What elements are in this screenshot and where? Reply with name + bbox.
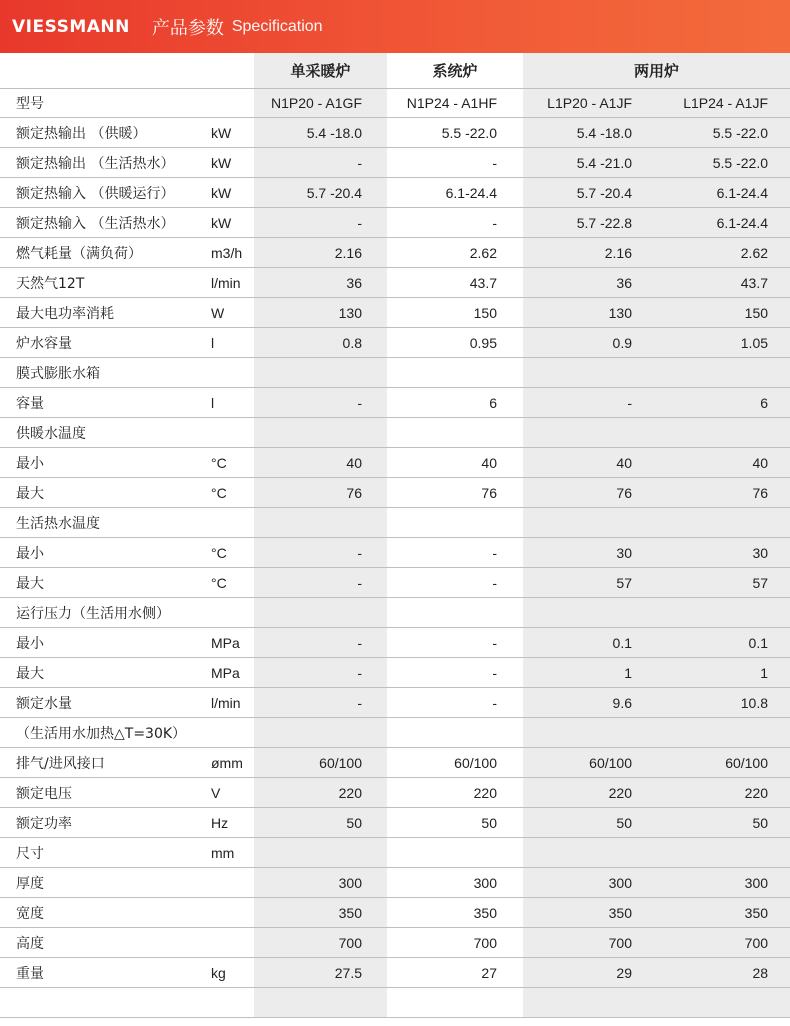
row-value: 350 <box>254 898 387 928</box>
row-unit <box>205 718 254 748</box>
row-label: 最大电功率消耗 <box>0 298 205 328</box>
row-value: 130 <box>523 298 657 328</box>
page-header <box>0 0 790 53</box>
table-row <box>0 328 790 358</box>
row-value: 6 <box>387 388 523 418</box>
row-unit: kW <box>205 118 254 148</box>
row-value: 6.1-24.4 <box>657 208 790 238</box>
row-value: 76 <box>523 478 657 508</box>
row-value: 30 <box>523 538 657 568</box>
row-value: 150 <box>387 298 523 328</box>
row-unit <box>205 358 254 388</box>
row-label: 宽度 <box>0 898 205 928</box>
row-unit: °C <box>205 478 254 508</box>
row-value: 700 <box>523 928 657 958</box>
row-label: 容量 <box>0 388 205 418</box>
row-value: - <box>387 688 523 718</box>
group-single-heating: 单采暖炉 <box>254 53 387 89</box>
row-value: 150 <box>657 298 790 328</box>
row-value: 5.5 -22.0 <box>387 118 523 148</box>
row-label: 最大 <box>0 478 205 508</box>
row-value: 5.4 -18.0 <box>523 118 657 148</box>
row-value <box>254 358 387 388</box>
table-row <box>0 268 790 298</box>
table-row <box>0 298 790 328</box>
row-value <box>657 838 790 868</box>
row-unit: m3/h <box>205 238 254 268</box>
row-value: 0.1 <box>657 628 790 658</box>
row-unit <box>205 988 254 1018</box>
row-label: 尺寸 <box>0 838 205 868</box>
table-row <box>0 778 790 808</box>
row-value: - <box>387 658 523 688</box>
table-row <box>0 808 790 838</box>
row-value: 5.7 -22.8 <box>523 208 657 238</box>
row-value: 43.7 <box>657 268 790 298</box>
row-label: 高度 <box>0 928 205 958</box>
row-value: 40 <box>387 448 523 478</box>
model-value: N1P24 - A1HF <box>387 89 523 118</box>
row-label: 最大 <box>0 568 205 598</box>
table-row <box>0 688 790 718</box>
row-unit: l <box>205 388 254 418</box>
row-value: 300 <box>254 868 387 898</box>
row-unit: kg <box>205 958 254 988</box>
row-value: 350 <box>387 898 523 928</box>
table-row <box>0 178 790 208</box>
row-value <box>523 718 657 748</box>
model-label: 型号 <box>0 89 205 118</box>
row-unit <box>205 598 254 628</box>
row-label: 最大 <box>0 658 205 688</box>
row-value: 57 <box>523 568 657 598</box>
row-value: 60/100 <box>387 748 523 778</box>
row-value: 0.95 <box>387 328 523 358</box>
row-value <box>657 718 790 748</box>
row-unit: °C <box>205 568 254 598</box>
row-value: 2.16 <box>523 238 657 268</box>
row-value <box>523 418 657 448</box>
row-value <box>657 508 790 538</box>
row-unit: l/min <box>205 268 254 298</box>
row-unit: W <box>205 298 254 328</box>
row-value: 60/100 <box>523 748 657 778</box>
row-value <box>387 838 523 868</box>
row-unit: l <box>205 328 254 358</box>
row-value <box>254 988 387 1018</box>
group-system-boiler: 系统炉 <box>387 53 523 89</box>
row-label: 排气/进风接口 <box>0 748 205 778</box>
row-value: 27 <box>387 958 523 988</box>
row-value: 220 <box>523 778 657 808</box>
row-value <box>657 598 790 628</box>
row-value: 76 <box>254 478 387 508</box>
row-value: 700 <box>657 928 790 958</box>
row-label: 额定热输出 （生活热水） <box>0 148 205 178</box>
row-value: - <box>387 568 523 598</box>
row-value: - <box>387 538 523 568</box>
row-value: 10.8 <box>657 688 790 718</box>
row-value: 220 <box>657 778 790 808</box>
row-value <box>387 508 523 538</box>
row-value <box>387 418 523 448</box>
empty-header-cell <box>0 53 205 89</box>
row-value: 700 <box>387 928 523 958</box>
row-value: 50 <box>523 808 657 838</box>
row-value: 130 <box>254 298 387 328</box>
row-label: 额定热输出 （供暖） <box>0 118 205 148</box>
table-row <box>0 118 790 148</box>
row-value: 57 <box>657 568 790 598</box>
table-row <box>0 358 790 388</box>
page-subtitle: Specification <box>231 17 323 35</box>
row-value <box>523 988 657 1018</box>
row-value <box>387 598 523 628</box>
model-value: L1P24 - A1JF <box>657 89 790 118</box>
row-label: 燃气耗量（满负荷） <box>0 238 205 268</box>
row-label: 供暖水温度 <box>0 418 205 448</box>
row-value: 30 <box>657 538 790 568</box>
spec-table-container <box>0 53 790 1018</box>
table-row <box>0 658 790 688</box>
row-label: 重量 <box>0 958 205 988</box>
row-label: 运行压力（生活用水侧） <box>0 598 205 628</box>
table-row <box>0 748 790 778</box>
row-value <box>657 418 790 448</box>
group-header-row <box>0 53 790 89</box>
row-value: 50 <box>657 808 790 838</box>
row-value: 40 <box>523 448 657 478</box>
row-value: 27.5 <box>254 958 387 988</box>
model-row <box>0 89 790 118</box>
row-value <box>254 508 387 538</box>
table-row <box>0 898 790 928</box>
row-value <box>657 358 790 388</box>
spec-table <box>0 53 790 1018</box>
row-value: 1.05 <box>657 328 790 358</box>
row-value: 76 <box>387 478 523 508</box>
row-value: 0.8 <box>254 328 387 358</box>
row-unit: °C <box>205 448 254 478</box>
row-value: - <box>254 538 387 568</box>
row-value <box>254 598 387 628</box>
model-unit <box>205 89 254 118</box>
row-label: 炉水容量 <box>0 328 205 358</box>
row-value: 60/100 <box>254 748 387 778</box>
row-value <box>523 358 657 388</box>
row-value: 6.1-24.4 <box>657 178 790 208</box>
row-value: 5.4 -18.0 <box>254 118 387 148</box>
row-label: 厚度 <box>0 868 205 898</box>
table-row <box>0 478 790 508</box>
row-value: 220 <box>387 778 523 808</box>
row-value: 50 <box>254 808 387 838</box>
row-value: 300 <box>387 868 523 898</box>
row-label: 额定功率 <box>0 808 205 838</box>
row-value: 220 <box>254 778 387 808</box>
row-value: 40 <box>254 448 387 478</box>
row-label <box>0 988 205 1018</box>
model-value: L1P20 - A1JF <box>523 89 657 118</box>
row-value <box>254 418 387 448</box>
row-value: - <box>523 388 657 418</box>
row-value: - <box>387 628 523 658</box>
row-value: 300 <box>657 868 790 898</box>
row-value: - <box>254 388 387 418</box>
row-unit <box>205 418 254 448</box>
row-value <box>657 988 790 1018</box>
row-unit <box>205 898 254 928</box>
table-row <box>0 418 790 448</box>
page-title: 产品参数 <box>151 17 224 39</box>
row-value: 1 <box>657 658 790 688</box>
row-unit: kW <box>205 148 254 178</box>
row-value: 5.5 -22.0 <box>657 148 790 178</box>
row-value <box>523 838 657 868</box>
table-row <box>0 538 790 568</box>
group-combi-boiler: 两用炉 <box>523 53 790 89</box>
table-row <box>0 958 790 988</box>
table-row <box>0 838 790 868</box>
row-value: 5.5 -22.0 <box>657 118 790 148</box>
row-value: - <box>254 568 387 598</box>
row-value: - <box>254 658 387 688</box>
row-label: 天然气12T <box>0 268 205 298</box>
row-unit: Hz <box>205 808 254 838</box>
row-label: 额定电压 <box>0 778 205 808</box>
row-value: 1 <box>523 658 657 688</box>
row-unit: MPa <box>205 658 254 688</box>
table-row <box>0 718 790 748</box>
row-value: 50 <box>387 808 523 838</box>
row-unit: V <box>205 778 254 808</box>
table-row <box>0 238 790 268</box>
row-unit: kW <box>205 178 254 208</box>
row-label: 额定热输入 （供暖运行） <box>0 178 205 208</box>
row-unit: l/min <box>205 688 254 718</box>
row-value <box>254 838 387 868</box>
row-value: 300 <box>523 868 657 898</box>
row-value: 2.62 <box>657 238 790 268</box>
row-unit <box>205 508 254 538</box>
row-value: 350 <box>657 898 790 928</box>
row-value: 5.7 -20.4 <box>254 178 387 208</box>
row-value: 6 <box>657 388 790 418</box>
row-value: 350 <box>523 898 657 928</box>
row-value: - <box>387 148 523 178</box>
table-row <box>0 598 790 628</box>
table-row <box>0 148 790 178</box>
row-value <box>523 508 657 538</box>
row-value: 29 <box>523 958 657 988</box>
row-unit: mm <box>205 838 254 868</box>
row-value: 9.6 <box>523 688 657 718</box>
row-value <box>387 718 523 748</box>
row-value: 2.62 <box>387 238 523 268</box>
row-value <box>387 988 523 1018</box>
row-value: 40 <box>657 448 790 478</box>
row-value: 36 <box>254 268 387 298</box>
row-unit: MPa <box>205 628 254 658</box>
row-value: 0.9 <box>523 328 657 358</box>
row-label: 最小 <box>0 448 205 478</box>
row-unit: ømm <box>205 748 254 778</box>
row-unit: °C <box>205 538 254 568</box>
table-row <box>0 868 790 898</box>
table-row <box>0 448 790 478</box>
table-row <box>0 628 790 658</box>
table-row <box>0 388 790 418</box>
row-label: （生活用水加热△T=30K） <box>0 718 205 748</box>
row-value: 43.7 <box>387 268 523 298</box>
row-value: 76 <box>657 478 790 508</box>
brand-logo: VIESSMANN <box>12 16 130 37</box>
row-value: - <box>254 208 387 238</box>
row-value <box>387 358 523 388</box>
table-row <box>0 508 790 538</box>
row-label: 最小 <box>0 538 205 568</box>
table-row <box>0 928 790 958</box>
row-value: 60/100 <box>657 748 790 778</box>
row-value: 5.4 -21.0 <box>523 148 657 178</box>
row-value: 700 <box>254 928 387 958</box>
row-value: 0.1 <box>523 628 657 658</box>
row-value: - <box>254 148 387 178</box>
row-value: 5.7 -20.4 <box>523 178 657 208</box>
row-label: 额定热输入 （生活热水） <box>0 208 205 238</box>
row-label: 生活热水温度 <box>0 508 205 538</box>
table-row <box>0 568 790 598</box>
row-value <box>523 598 657 628</box>
row-unit <box>205 868 254 898</box>
row-value: 2.16 <box>254 238 387 268</box>
row-value: - <box>387 208 523 238</box>
table-row <box>0 988 790 1018</box>
row-label: 膜式膨胀水箱 <box>0 358 205 388</box>
row-value: 6.1-24.4 <box>387 178 523 208</box>
row-value: 28 <box>657 958 790 988</box>
row-value <box>254 718 387 748</box>
row-unit <box>205 928 254 958</box>
row-value: - <box>254 688 387 718</box>
row-unit: kW <box>205 208 254 238</box>
row-label: 最小 <box>0 628 205 658</box>
row-label: 额定水量 <box>0 688 205 718</box>
model-value: N1P20 - A1GF <box>254 89 387 118</box>
row-value: - <box>254 628 387 658</box>
empty-unit-header <box>205 53 254 89</box>
table-row <box>0 208 790 238</box>
row-value: 36 <box>523 268 657 298</box>
